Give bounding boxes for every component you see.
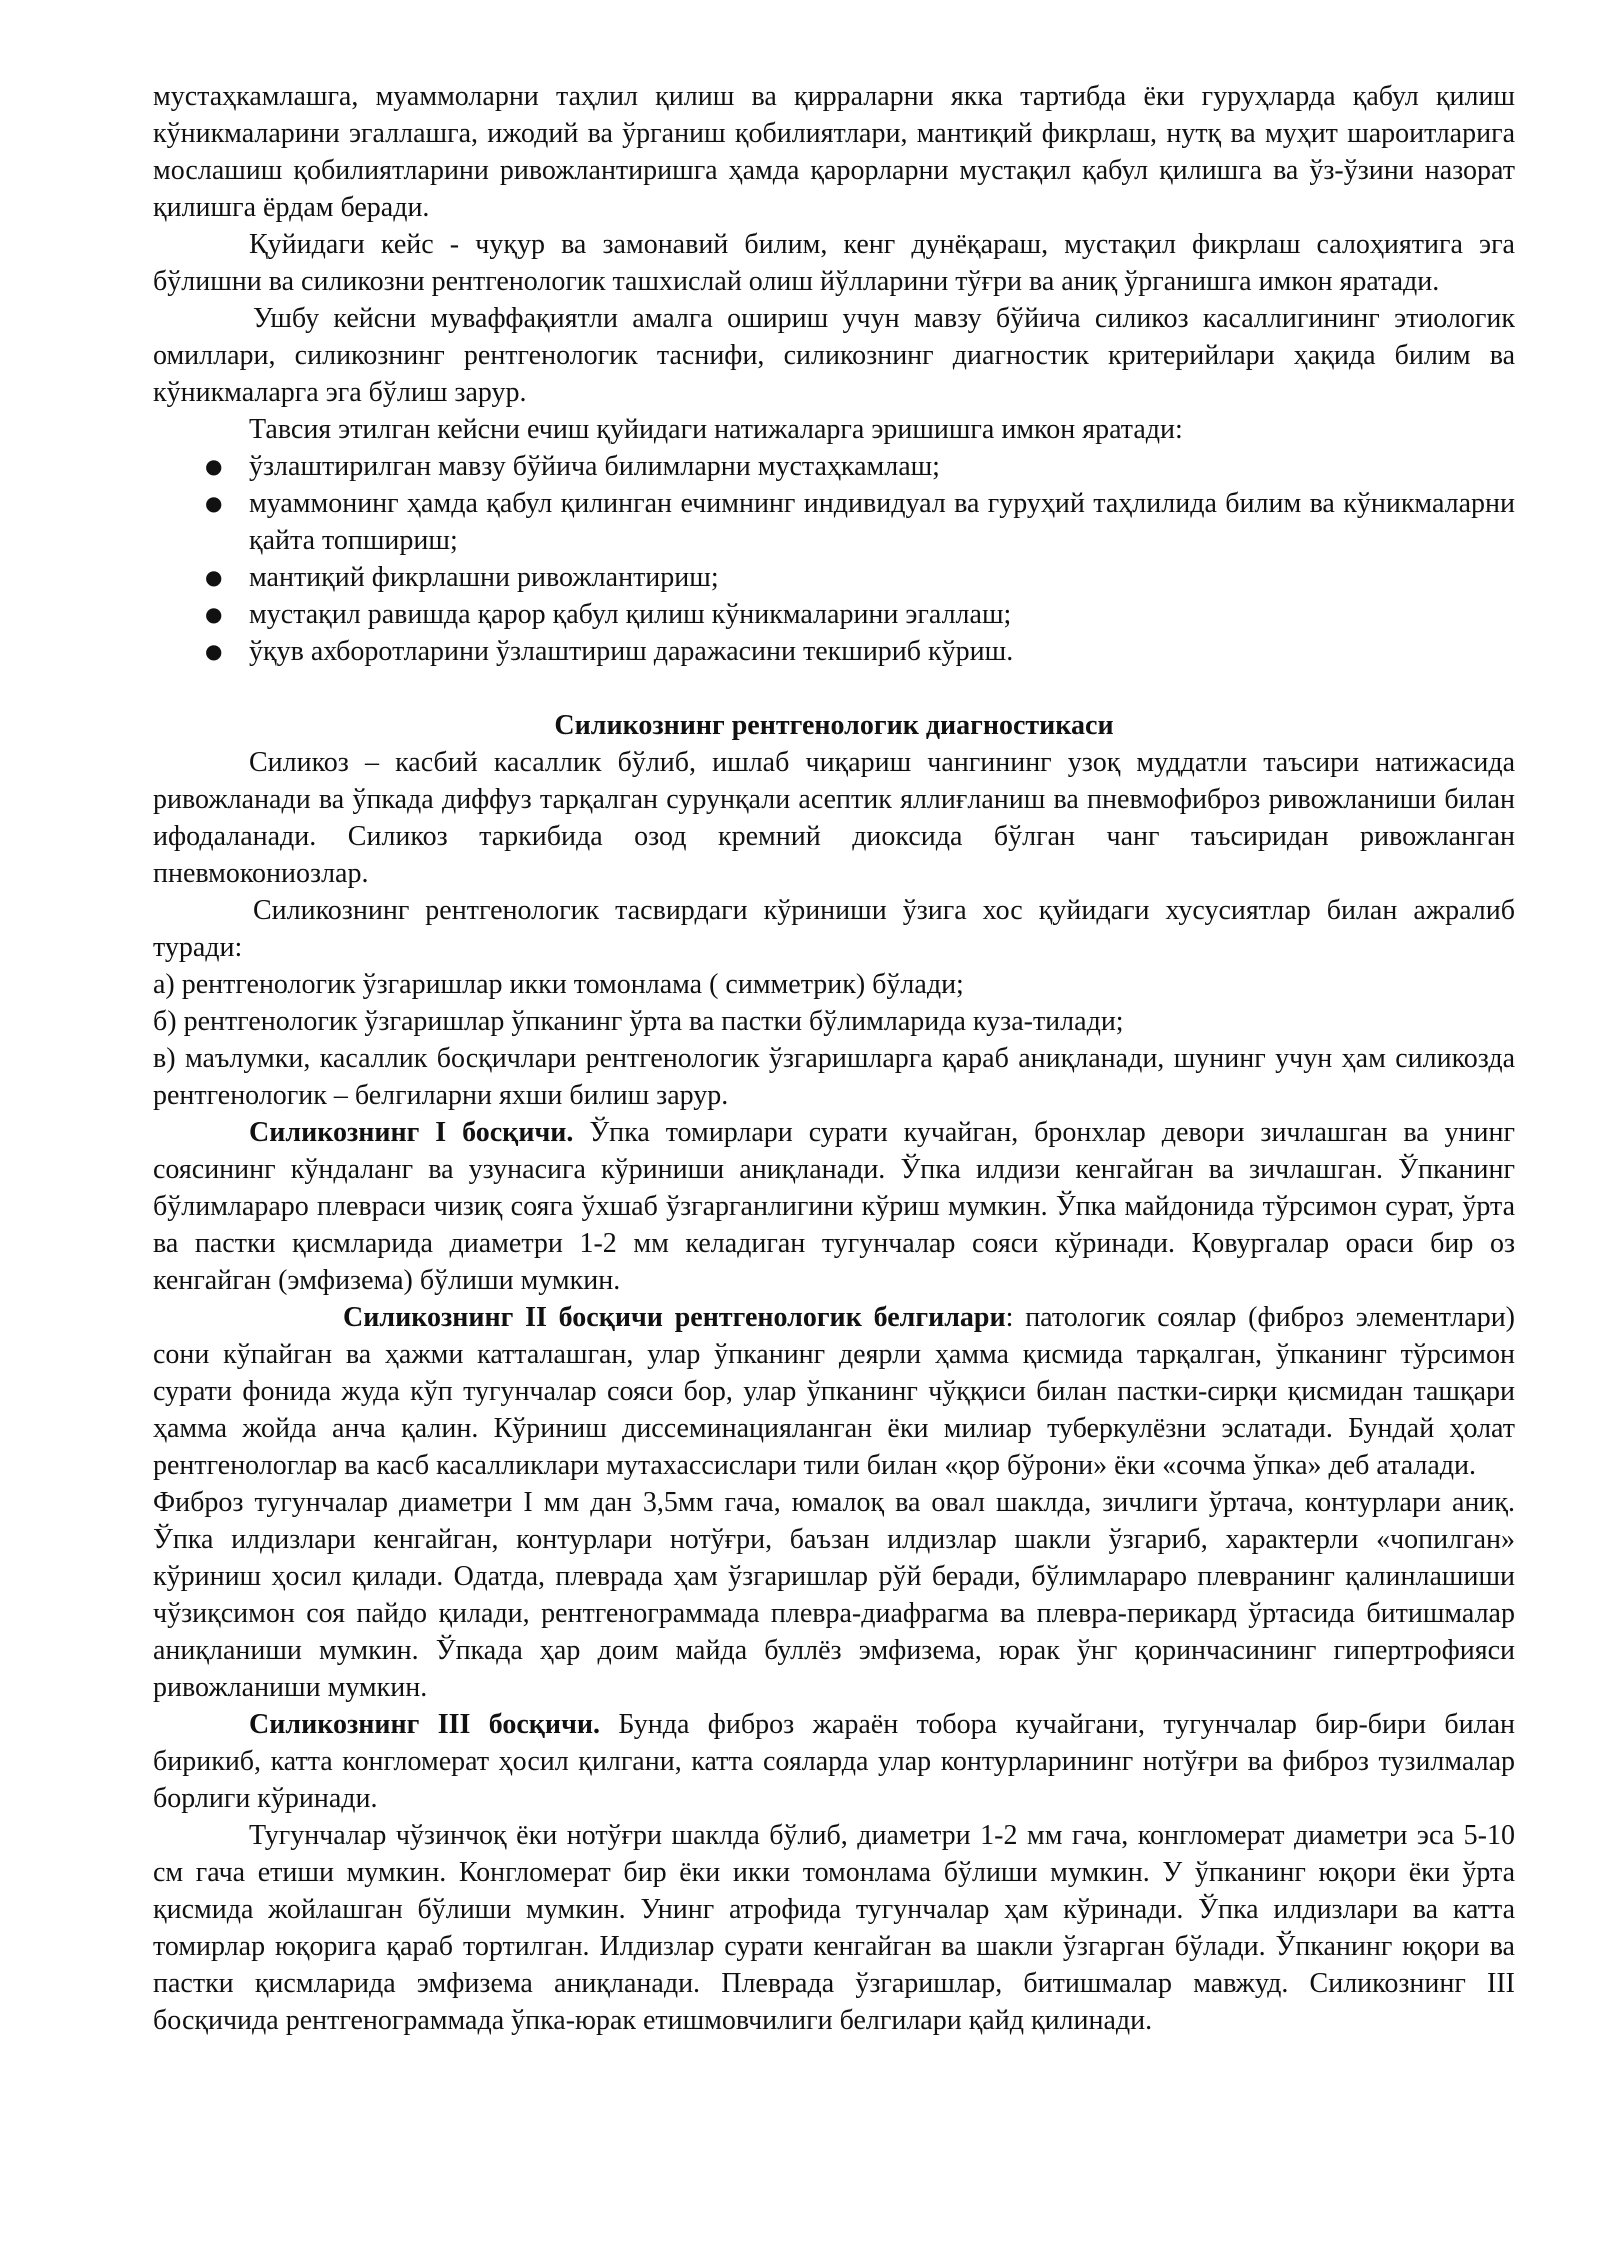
bullet-icon: ● xyxy=(205,454,223,478)
bullet-icon: ● xyxy=(205,639,223,663)
intro-paragraph-2: Қуйидаги кейс - чуқур ва замонавий билим, кенг дунёқараш, мустақил фикрлаш салоҳиятига эга бўлишни ва силикозни рентгенологик ташхислай олиш йўлларини тўғри ва аниқ ўрганишга имкон яратади. xyxy=(153,229,1515,297)
stage-1-title: Силикознинг I босқичи. xyxy=(249,1117,574,1148)
fibrosis-paragraph: Фиброз тугунчалар диаметри I мм дан 3,5мм гача, юмалоқ ва овал шаклда, зичлиги ўртача, контурлари аниқ. Ўпка илдизлари кенгайган, контурлари нотўғри, баъзан илдизлар шакли ўзгариб, характерли «чопилган» кўриниш ҳосил қилади. Одатда, плеврада ҳам ўзгаришлар рўй беради, бўлимлараро плевранинг қалинлашиши чўзиқсимон соя пайдо қилади, рентгенограммада плевра-диафрагма ва плевра-перикард ўртасида битишмалар аниқланиши мумкин. Ўпкада ҳар доим майда буллёз эмфизема, юрак ўнг қоринчасининг гипертрофияси ривожланиши мумкин. xyxy=(153,1487,1515,1703)
list-item xyxy=(153,485,1515,559)
intro-paragraph-1: мустаҳкамлашга, муаммоларни таҳлил қилиш ва қирраларни якка тартибда ёки гуруҳларда қабул қилиш кўникмаларини эгаллашга, ижодий ва ўрганиш қобилиятлари, мантиқий фикрлаш, нутқ ва муҳит шароитларига мослашиш қобилиятларини ривожлантиришга ҳамда қарорларни мустақил қабул қилишга ва ўз-ўзини назорат қилишга ёрдам беради. xyxy=(153,81,1515,223)
list-item xyxy=(153,633,1515,670)
list-item xyxy=(153,559,1515,596)
silicosis-definition: Силикоз – касбий касаллик бўлиб, ишлаб чиқариш чангининг узоқ муддатли таъсири натижасида ривожланади ва ўпкада диффуз тарқалган сурунқали асептик яллиғланиш ва пневмофиброз ривожланиши билан ифодаланади. Силикоз таркибида озод кремний диоксида бўлган чанг таъсиридан ривожланган пневмокониозлар. xyxy=(153,747,1515,889)
stage-2-title: Силикознинг II босқичи рентгенологик белгилари xyxy=(343,1302,1006,1333)
list-item-text: ўзлаштирилган мавзу бўйича билимларни мустаҳкамлаш; xyxy=(249,451,940,482)
intro-paragraph-4: Тавсия этилган кейсни ечиш қуйидаги натижаларга эришишга имкон яратади: xyxy=(249,414,1183,445)
list-item-text: муаммонинг ҳамда қабул қилинган ечимнинг индивидуал ва гуруҳий таҳлилида билим ва кўникмаларни қайта топшириш; xyxy=(249,488,1515,556)
document-page xyxy=(153,78,1515,2039)
stage-2-text: : патологик соялар (фиброз элементлари) сони кўпайган ва ҳажми катталашган, улар ўпканинг деярли ҳамма қисмида тарқалган, ўпканинг тўрсимон сурати фонида жуда кўп тугунчалар сояси бор, улар ўпканинг чўққиси билан пастки-сирқи қисмидан ташқари ҳамма жойда анча қалин. Кўриниш диссеминацияланган ёки милиар туберкулёзни эслатади. Бундай ҳолат рентгенологлар ва касб касалликлари мутахассислари тили билан «қор бўрони» ёки «сочма ўпка» деб аталади. xyxy=(153,1302,1515,1481)
stage-2-paragraph xyxy=(153,1299,1515,1484)
stage-1-text: Ўпка томирлари сурати кучайган, бронхлар девори зичлашган ва унинг соясининг кўндаланг ва узунасига кўриниши аниқланади. Ўпка илдизи кенгайган ва зичлашган. Ўпканинг бўлимлараро плевраси чизиқ сояга ўхшаб ўзгарганлигини кўриш мумкин. Ўпка майдонида тўрсимон сурат, ўрта ва пастки қисмларида диаметри 1-2 мм келадиган тугунчалар сояси кўринади. Қовургалар ораси бир оз кенгайган (эмфизема) бўлиши мумкин. xyxy=(153,1117,1515,1296)
results-list xyxy=(153,448,1515,670)
section-heading: Силикознинг рентгенологик диагностикаси xyxy=(554,710,1114,741)
bullet-icon: ● xyxy=(205,602,223,626)
conglomerate-paragraph: Тугунчалар чўзинчоқ ёки нотўғри шаклда бўлиб, диаметри 1-2 мм гача, конгломерат диаметри эса 5-10 см гача етиши мумкин. Конгломерат бир ёки икки томонлама бўлиши мумкин. У ўпканинг юқори ёки ўрта қисмида жойлашган бўлиши мумкин. Унинг атрофида тугунчалар ҳам кўринади. Ўпка илдизлари ва катта томирлар юқорига қараб тортилган. Илдизлар сурати кенгайган ва шакли ўзгарган бўлади. Ўпканинг юқори ва пастки қисмларида эмфизема аниқланади. Плеврада ўзгаришлар, битишмалар мавжуд. Силикознинг III босқичида рентгенограммада ўпка-юрак етишмовчилиги белгилари қайд қилинади. xyxy=(153,1820,1515,2036)
xray-features-intro: Силикознинг рентгенологик тасвирдаги кўриниши ўзига хос қуйидаги хусусиятлар билан ажралиб туради: xyxy=(153,895,1515,963)
list-item xyxy=(153,596,1515,633)
stage-3-text: Бунда фиброз жараён тобора кучайгани, тугунчалар бир-бири билан бирикиб, катта конгломерат ҳосил қилгани, катта сояларда улар контурларининг нотўғри ва фиброз тузилмалар борлиги кўринади. xyxy=(153,1709,1515,1814)
list-item-text: мантиқий фикрлашни ривожлантириш; xyxy=(249,562,719,593)
feature-v: в) маълумки, касаллик босқичлари рентгенологик ўзгаришларга қараб аниқланади, шунинг учун ҳам силикозда рентгенологик – белгиларни яхши билиш зарур. xyxy=(153,1043,1515,1111)
feature-a: а) рентгенологик ўзгаришлар икки томонлама ( симметрик) бўлади; xyxy=(153,969,964,1000)
list-item-text: ўқув ахборотларини ўзлаштириш даражасини текшириб кўриш. xyxy=(249,636,1014,667)
intro-paragraph-3: Ушбу кейсни муваффақиятли амалга ошириш учун мавзу бўйича силикоз касаллигининг этиологик омиллари, силикознинг рентгенологик таснифи, силикознинг диагностик критерийлари ҳақида билим ва кўникмаларга эга бўлиш зарур. xyxy=(153,303,1515,408)
list-item xyxy=(153,448,1515,485)
list-item-text: мустақил равишда қарор қабул қилиш кўникмаларини эгаллаш; xyxy=(249,599,1012,630)
stage-3-title: Силикознинг III босқичи. xyxy=(249,1709,600,1740)
feature-b: б) рентгенологик ўзгаришлар ўпканинг ўрта ва пастки бўлимларида куза-тилади; xyxy=(153,1006,1124,1037)
bullet-icon: ● xyxy=(205,565,223,589)
stage-3-paragraph xyxy=(153,1706,1515,1817)
stage-1-paragraph xyxy=(153,1114,1515,1299)
bullet-icon: ● xyxy=(205,491,223,515)
